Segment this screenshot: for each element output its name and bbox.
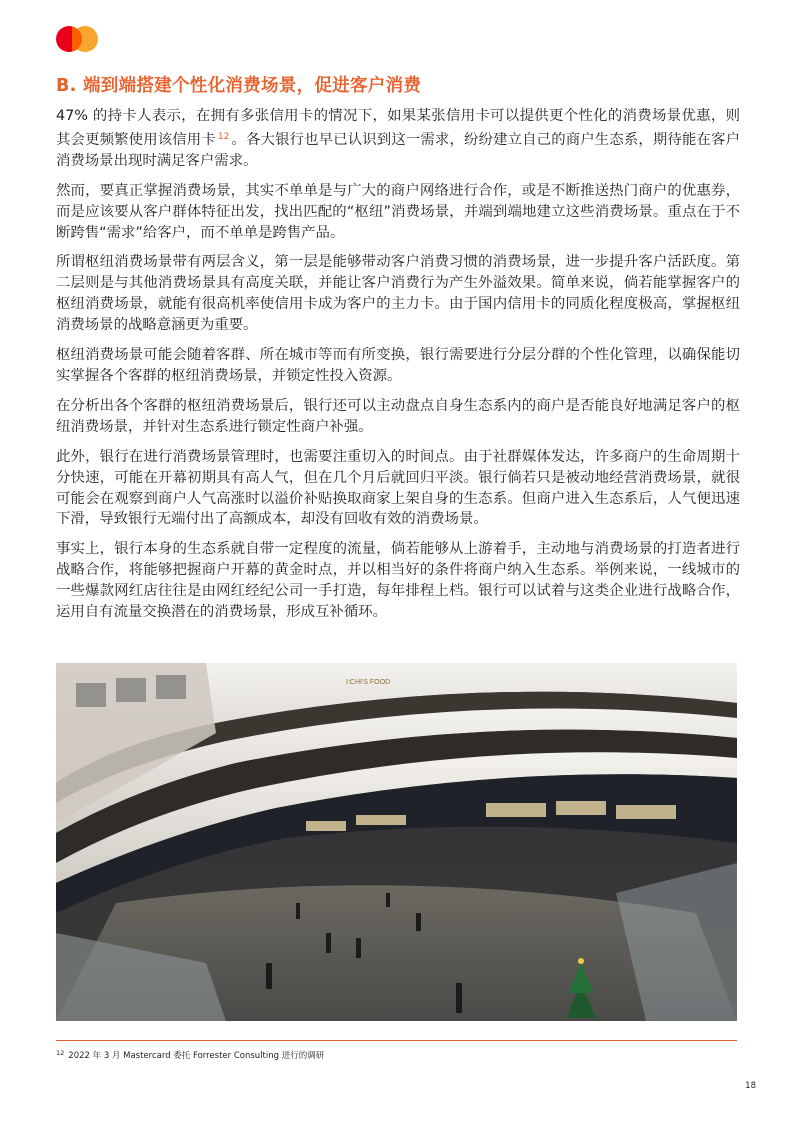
paragraph-1 xyxy=(56,106,740,172)
body-text xyxy=(56,106,740,632)
footnote-divider xyxy=(56,1040,737,1041)
shopping-mall-photo xyxy=(56,663,737,1021)
section-heading: B. 端到端搭建个性化消费场景，促进客户消费 xyxy=(56,76,422,96)
paragraph-1-text: 47% 的持卡人表示，在拥有多张信用卡的情况下，如果某张信用卡可以提供更个性化的消费场景优惠，则其会更频繁使用该信用卡 xyxy=(56,108,740,148)
paragraph-1-text-cont: 。各大银行也早已认识到这一需求，纷纷建立自己的商户生态系，期待能在客户消费场景出现时满足客户需求。 xyxy=(56,131,740,169)
paragraph-4: 枢纽消费场景可能会随着客群、所在城市等而有所变换，银行需要进行分层分群的个性化管理，以确保能切实掌握各个客群的枢纽消费场景，并锁定性投入资源。 xyxy=(56,347,740,384)
paragraph-2: 然而，要真正掌握消费场景，其实不单单是与广大的商户网络进行合作，或是不断推送热门商户的优惠券，而是应该要从客户群体特征出发，找出匹配的“枢纽”消费场景，并端到端地建立这些消费场景。重点在于不断跨售“需求”给客户，而不单单是跨售产品。 xyxy=(56,182,740,241)
paragraph-6: 此外，银行在进行消费场景管理时，也需要注重切入的时间点。由于社群媒体发达，许多商户的生命周期十分快速，可能在开幕初期具有高人气，但在几个月后就回归平淡。银行倘若只是被动地经营消费场景，就很可能会在观察到商户人气高涨时以溢价补贴换取商家上架自身的生态系。但商户进入生态系后，人气便迅速下滑，导致银行无端付出了高额成本，却没有回收有效的消费场景。 xyxy=(56,448,740,528)
footnote-text: 2022 年 3 月 Mastercard 委托 Forrester Consulting 进行的调研 xyxy=(68,1051,325,1061)
paragraph-3: 所谓枢纽消费场景带有两层含义，第一层是能够带动客户消费习惯的消费场景，进一步提升客户活跃度。第二层则是与其他消费场景具有高度关联，并能让客户消费行为产生外溢效果。简单来说，倘若能掌握客户的枢纽消费场景，就能有很高机率使信用卡成为客户的主力卡。由于国内信用卡的同质化程度极高，掌握枢纽消费场景的战略意涵更为重要。 xyxy=(56,254,740,334)
mall-sign-text: I:CHI'S FOOD xyxy=(346,679,391,686)
paragraph-7: 事实上，银行本身的生态系就自带一定程度的流量，倘若能够从上游着手，主动地与消费场景的打造者进行战略合作，将能够把握商户开幕的黄金时点，并以相当好的条件将商户纳入生态系。举例来说，一线城市的一些爆款网红店往往是由网红经纪公司一手打造，每年排程上档。银行可以试着与这类企业进行战略合作，运用自有流量交换潜在的消费场景，形成互补循环。 xyxy=(56,541,740,621)
footnote xyxy=(56,1049,324,1061)
footnote-ref[interactable]: 12 xyxy=(217,131,230,142)
page-number: 18 xyxy=(745,1081,756,1091)
paragraph-5: 在分析出各个客群的枢纽消费场景后，银行还可以主动盘点自身生态系内的商户是否能良好地满足客户的枢纽消费场景，并针对生态系进行锁定性商户补强。 xyxy=(56,397,740,435)
mastercard-logo-icon xyxy=(56,26,98,52)
footnote-number: 12 xyxy=(56,1049,65,1057)
